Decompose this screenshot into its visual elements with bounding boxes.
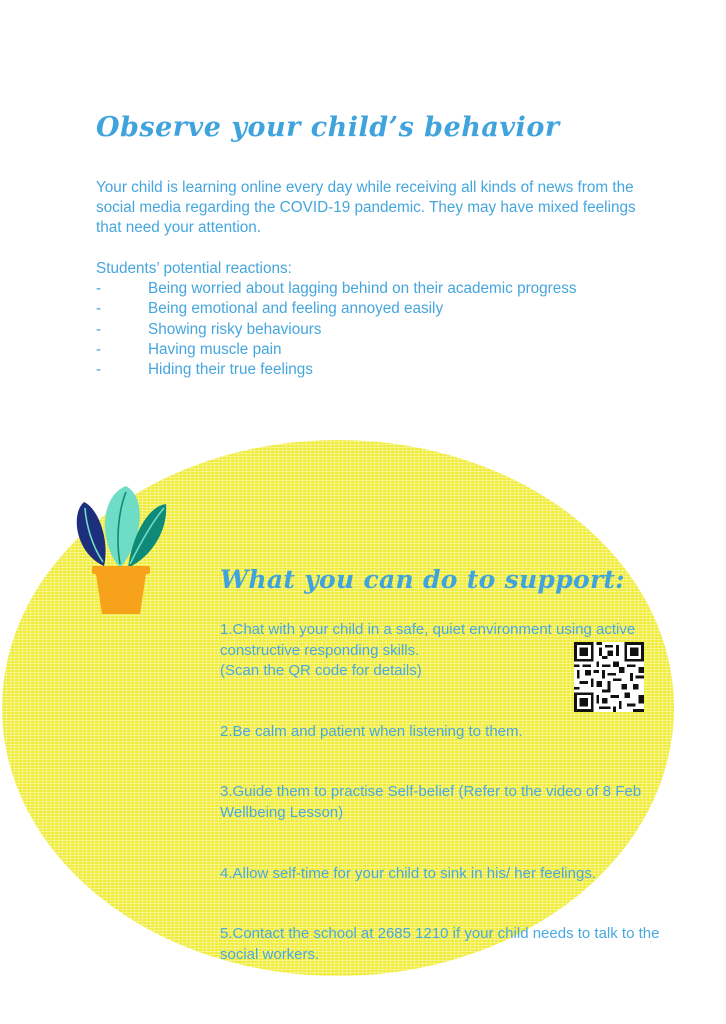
list-item — [96, 279, 577, 299]
list-item — [96, 360, 577, 380]
plant-leaves — [77, 486, 166, 568]
tip-4: 4.Allow self-time for your child to sink in his/ her feelings. — [220, 865, 596, 882]
bullet-dash: - — [96, 280, 102, 297]
section-title-support: What you can do to support: — [220, 565, 625, 594]
pot-body — [96, 574, 146, 614]
tip-1-qr-note: (Scan the QR code for details) — [220, 662, 422, 679]
pot-rim — [92, 566, 150, 574]
list-item — [96, 320, 577, 340]
qr-code-icon[interactable] — [574, 642, 644, 712]
tip-2: 2.Be calm and patient when listening to them. — [220, 723, 523, 740]
bullet-dash: - — [96, 300, 102, 318]
list-item-text: Being worried about lagging behind on their academic progress — [148, 280, 577, 297]
reactions-heading: Students’ potential reactions: — [96, 260, 292, 277]
bullet-dash: - — [96, 340, 102, 358]
list-item-text: Being emotional and feeling annoyed easily — [148, 300, 444, 318]
tip-5: 5.Contact the school at 2685 1210 if your child needs to talk to the social workers. — [220, 925, 660, 963]
potted-plant-icon — [70, 484, 170, 620]
reactions-list — [96, 279, 577, 380]
intro-paragraph: Your child is learning online every day while receiving all kinds of news from the social media regarding the COVID-19 pandemic. They may have mixed feelings that need your attention. — [96, 179, 636, 236]
tip-3: 3.Guide them to practise Self-belief (Refer to the video of 8 Feb Wellbeing Lesson) — [220, 783, 642, 821]
section-title-observe: Observe your child’s behavior — [96, 112, 560, 143]
list-item — [96, 340, 577, 360]
list-item-text: Having muscle pain — [148, 340, 282, 358]
bullet-dash: - — [96, 320, 102, 338]
list-item-text: Showing risky behaviours — [148, 320, 322, 338]
tip-1-text: 1.Chat with your child in a safe, quiet environment using active constructive responding skills. — [220, 621, 636, 659]
bullet-dash: - — [96, 361, 102, 379]
list-item — [96, 299, 577, 319]
list-item-text: Hiding their true feelings — [148, 361, 313, 379]
